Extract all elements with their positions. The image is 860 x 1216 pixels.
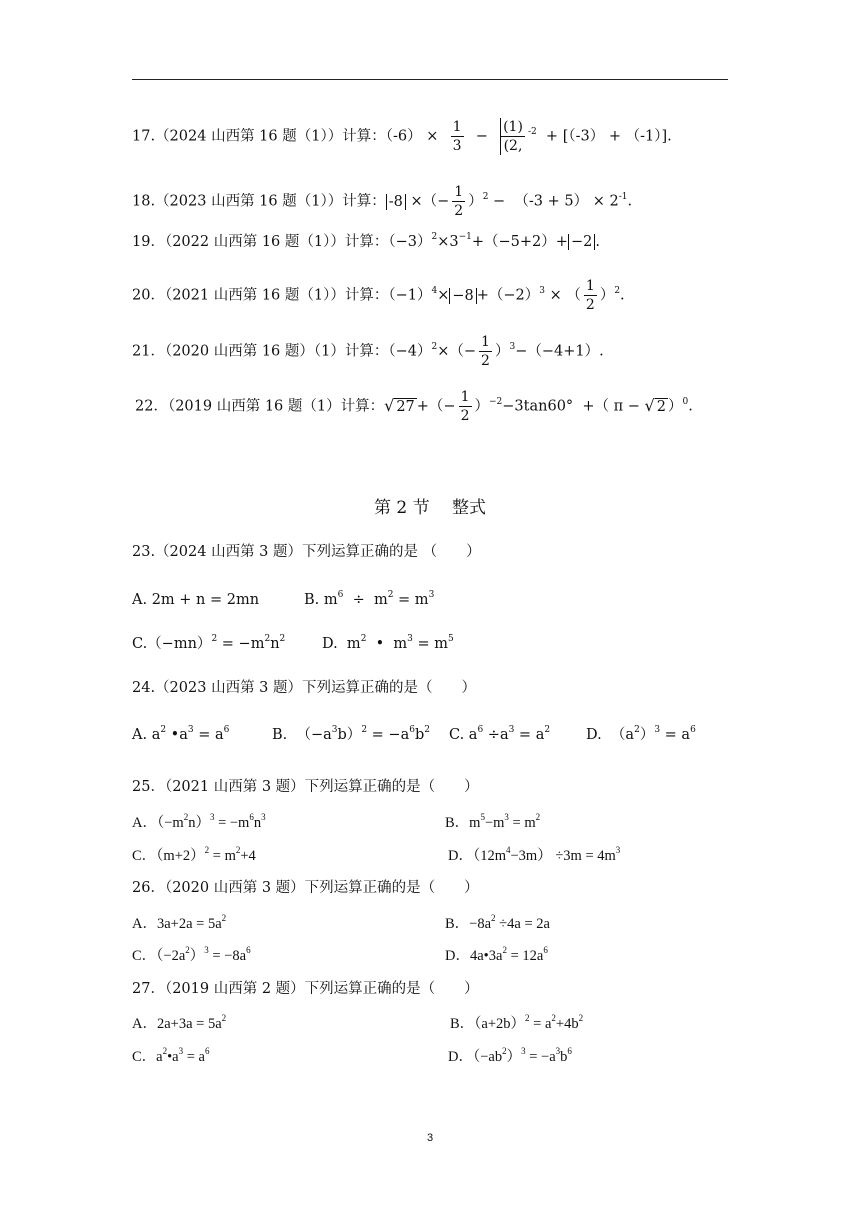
fraction: $\frac{1}{2}$ xyxy=(481,334,490,369)
question-27-stem: 27．（2019 山西第 2 题）下列运算正确的是（ ） xyxy=(132,981,479,997)
q24-option-d: D. $(a^2)^3 = a^6$ xyxy=(586,725,696,743)
fraction: $\frac{1}{3}$ xyxy=(452,119,462,154)
q23-option-c: $C.(-mn)^2 = -m^2n^2$ xyxy=(132,634,286,652)
fraction: $\frac{1}{2}$ xyxy=(460,389,470,424)
question-25-stem: 25．（2021 山西第 3 题）下列运算正确的是（ ） xyxy=(132,779,479,795)
absolute-value: −2 xyxy=(568,234,595,250)
fraction: $\frac{1}{2}$ xyxy=(585,278,595,313)
q26-option-a: A．$3a+2a = 5a^2$ xyxy=(132,913,227,932)
problem-22: 22．（2019 山西第 16 题（1）计算：√ 27 +（− $\frac{1}{2}$ ）$^{-2}$−3tan60° +（ π − √ 2 ）$^0$. xyxy=(135,389,693,424)
q23-option-b: B. $m^6 \div m^2 = m^3$ xyxy=(304,590,435,608)
absolute-value: -8 xyxy=(386,194,406,210)
q25-option-d: D．$(12m^4-3m) \div 3m = 4m^3$ xyxy=(448,845,621,864)
q24-option-b: B. $(-a^3b)^2 = -a^6b^2$ xyxy=(272,725,430,743)
q26-option-d: D．$4a•3a^2 = 12a^6$ xyxy=(445,945,548,964)
page-number: 3 xyxy=(426,1132,434,1144)
fraction: $\frac{1}{2}$ xyxy=(454,184,464,219)
q23-option-d: D. $m^2$ • $m^3 = m^5$ xyxy=(322,634,454,652)
problem-20: 20．（2021 山西第 16 题（1））计算：$(-1)^4\times -8 +(-2)^3$ × （ $\frac{1}{2}$ ）$^2$. xyxy=(132,278,625,313)
square-root: √ 27 xyxy=(384,395,415,415)
q27-option-a: A．$2a+3a = 5a^2$ xyxy=(132,1013,227,1032)
problem-17: 17.（2024 山西第 16 题（1））计算：（-6） × $\frac{1}{3}$ − $\frac{(1)}{(2,}$ $^{-2}$ + [（-3） + （-1）]. xyxy=(132,119,672,154)
paren-fraction: $\frac{(1)}{(2,}$ xyxy=(500,118,525,155)
q26-option-c: C．$(-2a^2)^3 = -8a^6$ xyxy=(132,945,251,964)
problem-18: 18.（2023 山西第 16 题（1））计算： -8 ×（− $\frac{1}{2}$ ）$^2 - (-3 + 5) \times 2^{-1}$. xyxy=(132,184,633,219)
q27-option-d: D．$(-ab^2)^3 = -a^3b^6$ xyxy=(448,1046,572,1065)
q23-option-a: A. 2m + n = 2mn xyxy=(132,592,260,608)
section-heading: 第 2 节 整式 xyxy=(373,498,487,518)
q26-option-b: B．$-8a^2 \div 4a = 2a$ xyxy=(445,913,550,932)
problem-21: 21．（2020 山西第 16 题）（1）计算：$(-4)^2\times(-$ $\frac{1}{2}$ ）$^3$−（−4+1）. xyxy=(132,334,604,369)
header-rule xyxy=(132,79,728,80)
q25-option-a: A．$(-m^2n)^3 = -m^6n^3$ xyxy=(132,812,266,831)
q27-option-b: B．$(a+2b)^2 = a^2+4b^2$ xyxy=(450,1013,584,1032)
q24-option-a: A. $a^2$ $•a^3 = a^6$ xyxy=(132,725,230,743)
problem-19: 19．（2022 山西第 16 题（1））计算：$(-3)^2\times 3^{-1}+(-5+2)+ -2$ . xyxy=(132,232,600,250)
absolute-value: −8 xyxy=(449,288,476,304)
question-23-stem: 23.（2024 山西第 3 题）下列运算正确的是 （ ） xyxy=(132,544,481,560)
q24-option-c: C. $a^6 \div a^3 = a^2$ xyxy=(449,725,551,743)
square-root: √ 2 xyxy=(644,395,666,415)
q27-option-c: C．$a^2•a^3 = a^6$ xyxy=(132,1046,210,1065)
q25-option-b: B．$m^5-m^3 = m^2$ xyxy=(445,812,541,831)
question-24-stem: 24.（2023 山西第 3 题）下列运算正确的是（ ） xyxy=(132,680,477,696)
q25-option-c: C．$(m+2)^2 = m^2+4$ xyxy=(132,845,256,864)
question-26-stem: 26．（2020 山西第 3 题）下列运算正确的是（ ） xyxy=(132,880,479,896)
